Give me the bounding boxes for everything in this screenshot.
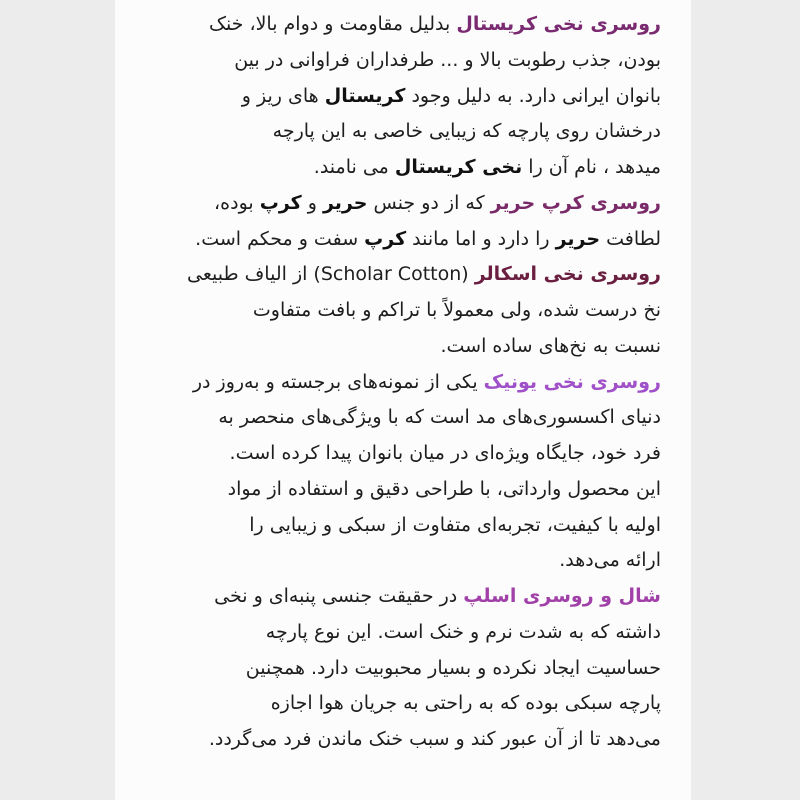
text-line bbox=[121, 436, 661, 472]
body-text: بدلیل مقاومت و دوام بالا، خنک bbox=[208, 13, 457, 35]
paragraph bbox=[121, 7, 661, 186]
bold-term: حریر bbox=[555, 227, 601, 250]
body-text: اولیه با کیفیت، تجربه‌ای متفاوت از سبکی و زیبایی را bbox=[249, 513, 661, 536]
body-text: در حقیقت جنسی پنبه‌ای و نخی bbox=[214, 585, 464, 607]
text-line bbox=[121, 651, 661, 687]
bold-term: کرپ bbox=[259, 191, 302, 214]
product-heading: روسری کرپ حریر bbox=[490, 191, 661, 214]
bold-term: نخی کریستال bbox=[394, 156, 523, 178]
body-text: سفت و محکم است. bbox=[195, 227, 365, 250]
text-line bbox=[121, 293, 661, 329]
text-line bbox=[121, 615, 661, 651]
body-text: و bbox=[301, 191, 323, 214]
text-line bbox=[121, 222, 661, 258]
paragraph bbox=[121, 579, 661, 758]
body-text: بوده، bbox=[214, 191, 260, 214]
body-text: که از دو جنس bbox=[367, 191, 491, 214]
text-line bbox=[121, 79, 661, 115]
body-text: این محصول وارداتی، با طراحی دقیق و استفاده از مواد bbox=[227, 477, 661, 500]
text-line bbox=[121, 543, 661, 579]
product-heading: روسری نخی اسکالر bbox=[474, 263, 661, 286]
body-text: فرد خود، جایگاه ویژه‌ای در میان بانوان پیدا کرده است. bbox=[229, 442, 661, 464]
body-text: حساسیت ایجاد نکرده و بسیار محبوبیت دارد. همچنین bbox=[245, 656, 661, 679]
body-text: نسبت به نخ‌های ساده است. bbox=[440, 334, 661, 357]
product-heading: شال و روسری اسلپ bbox=[463, 585, 661, 607]
bold-term: کریستال bbox=[324, 84, 406, 107]
body-text: لطافت bbox=[600, 227, 661, 250]
body-text: می‌دهد تا از آن عبور کند و سبب خنک ماندن فرد می‌گردد. bbox=[208, 728, 661, 750]
body-text: نخ درست شده، ولی معمولاً با تراکم و بافت متفاوت bbox=[252, 299, 661, 321]
body-text: یکی از نمونه‌های برجسته و به‌روز در bbox=[192, 370, 484, 393]
paragraph bbox=[121, 365, 661, 580]
body-text: بانوان ایرانی دارد. به دلیل وجود bbox=[405, 84, 661, 107]
text-line bbox=[121, 472, 661, 508]
body-text: ارائه می‌دهد. bbox=[559, 549, 661, 572]
body-text: های ریز و bbox=[241, 84, 325, 107]
text-line bbox=[121, 686, 661, 722]
bold-term: حریر bbox=[322, 191, 368, 214]
text-line bbox=[121, 579, 661, 615]
text-line bbox=[121, 508, 661, 544]
body-text: (Scholar Cotton) از الیاف طبیعی bbox=[186, 263, 475, 286]
body-text: بودن، جذب رطوبت بالا و ... طرفداران فراوانی در بین bbox=[234, 48, 661, 71]
bold-term: کرپ bbox=[364, 227, 407, 250]
text-line bbox=[121, 43, 661, 79]
text-line bbox=[121, 186, 661, 222]
body-text: میدهد ، نام آن را bbox=[522, 156, 661, 178]
article-card bbox=[115, 0, 691, 800]
text-line bbox=[121, 329, 661, 365]
text-line bbox=[121, 150, 661, 186]
paragraph bbox=[121, 186, 661, 258]
article-body bbox=[121, 7, 661, 758]
body-text: دنیای اکسسوری‌های مد است که با ویژگی‌های منحصر به bbox=[218, 406, 661, 429]
text-line bbox=[121, 365, 661, 401]
body-text: می نامند. bbox=[313, 156, 395, 178]
body-text: پارچه سبکی بوده که به راحتی به جریان هوا اجازه bbox=[270, 692, 661, 715]
body-text: را دارد و اما مانند bbox=[406, 227, 556, 250]
text-line bbox=[121, 722, 661, 758]
paragraph bbox=[121, 257, 661, 364]
product-heading: روسری نخی یونیک bbox=[483, 370, 661, 393]
product-heading: روسری نخی کریستال bbox=[456, 13, 661, 35]
text-line bbox=[121, 400, 661, 436]
body-text: درخشان روی پارچه که زیبایی خاصی به این پارچه bbox=[272, 120, 661, 143]
body-text: داشته که به شدت نرم و خنک است. این نوع پارچه bbox=[265, 620, 661, 643]
text-line bbox=[121, 114, 661, 150]
text-line bbox=[121, 257, 661, 293]
text-line bbox=[121, 7, 661, 43]
